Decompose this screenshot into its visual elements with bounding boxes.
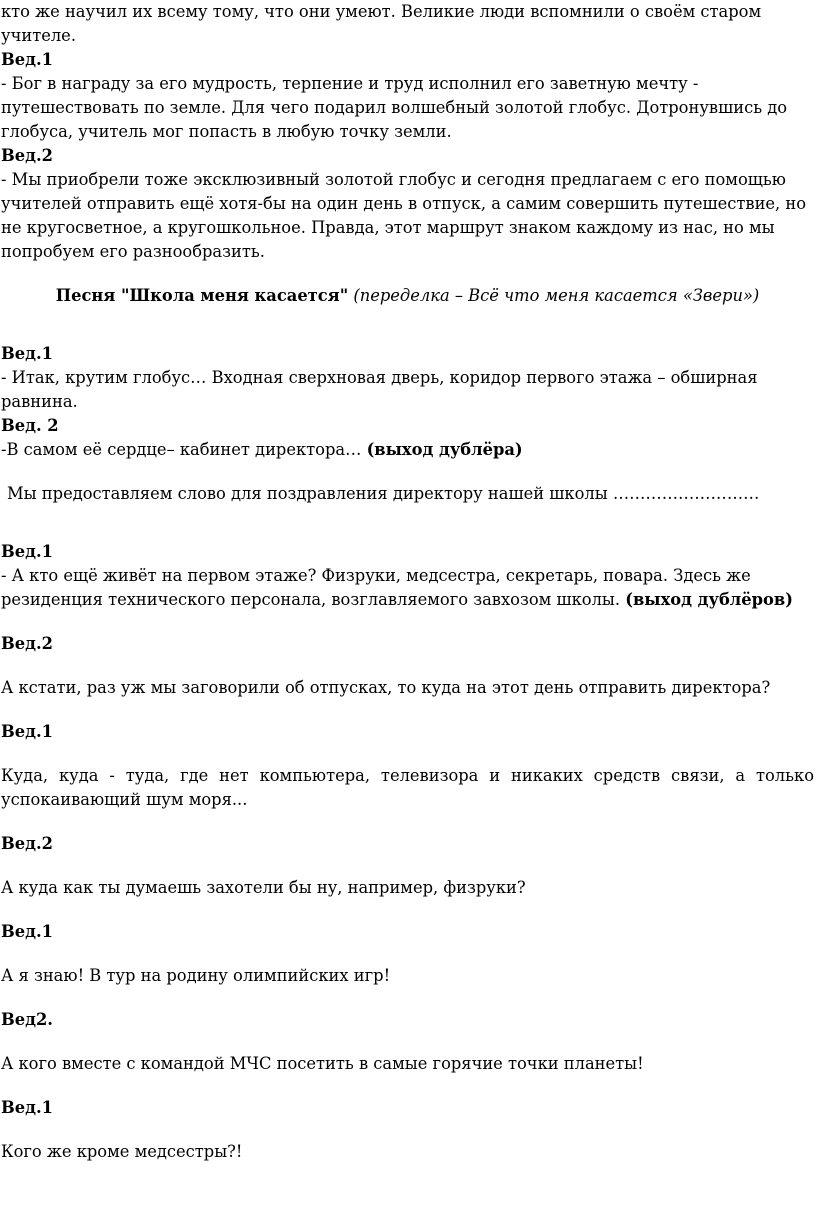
speaker-ved2: Вед.2 bbox=[1, 634, 53, 653]
song-title bbox=[1, 284, 814, 308]
speaker-ved2: Вед.2 bbox=[1, 834, 53, 853]
paragraph-first-floor: - Итак, крутим глобус… Входная сверхновая дверь, коридор первого этажа – обширная равнина. bbox=[1, 368, 758, 411]
stage-direction: (выход дублёра) bbox=[366, 440, 523, 459]
paragraph-director-greeting: Мы предоставляем слово для поздравления директору нашей школы ……………………… bbox=[7, 484, 760, 503]
speaker-ved1: Вед.1 bbox=[1, 50, 53, 69]
paragraph-globe-gift: - Бог в награду за его мудрость, терпение и труд исполнил его заветную мечту - путешествовать по земле. Для чего подарил волшебный золотой глобус. Дотронувшись до глобуса, учитель мог попасть в любую точку земли. bbox=[1, 74, 788, 141]
speaker-ved2: Вед2. bbox=[1, 1010, 53, 1029]
paragraph-nurse: Кого же кроме медсестры?! bbox=[1, 1142, 243, 1161]
paragraph-intro: кто же научил их всему тому, что они умеют. Великие люди вспомнили о своём старом учителе. bbox=[1, 2, 762, 45]
stage-direction: (выход дублёров) bbox=[625, 590, 793, 609]
paragraph-staff bbox=[1, 564, 814, 612]
speaker-ved2: Вед. 2 bbox=[1, 416, 59, 435]
speaker-ved1: Вед.1 bbox=[1, 1098, 53, 1117]
paragraph-golden-globe: - Мы приобрели тоже эксклюзивный золотой глобус и сегодня предлагаем с его помощью учителей отправить ещё хотя-бы на один день в отпуск, а самим совершить путешествие, но не кругосветное, а кругошкольное. Правда, этот маршрут знаком каждому из нас, но мы попробуем его разнообразить. bbox=[1, 170, 807, 261]
paragraph-sea: Куда, куда - туда, где нет компьютера, телевизора и никаких средств связи, а только успокаивающий шум моря... bbox=[1, 766, 814, 809]
speaker-ved1: Вед.1 bbox=[1, 922, 53, 941]
staff-text: - А кто ещё живёт на первом этаже? Физруки, медсестра, секретарь, повара. Здесь же резиденция технического персонала, возглавляемого завхозом школы. bbox=[1, 566, 751, 609]
song-name: Песня "Школа меня касается" bbox=[55, 286, 349, 305]
paragraph-pe-teachers: А куда как ты думаешь захотели бы ну, например, физруки? bbox=[1, 878, 526, 897]
speaker-ved2: Вед.2 bbox=[1, 146, 53, 165]
speaker-ved1: Вед.1 bbox=[1, 722, 53, 741]
paragraph-vacation-question: А кстати, раз уж мы заговорили об отпусках, то куда на этот день отправить директора? bbox=[1, 678, 771, 697]
paragraph-olympics: А я знаю! В тур на родину олимпийских игр! bbox=[1, 966, 391, 985]
speaker-ved1: Вед.1 bbox=[1, 344, 53, 363]
paragraph-hot-spots: А кого вместе с командой МЧС посетить в самые горячие точки планеты! bbox=[1, 1054, 644, 1073]
paragraph-director-office bbox=[1, 438, 814, 462]
speaker-ved1: Вед.1 bbox=[1, 542, 53, 561]
director-text: -В самом её сердце– кабинет директора… bbox=[1, 440, 362, 459]
song-note: (переделка – Всё что меня касается «Звери») bbox=[353, 286, 760, 305]
